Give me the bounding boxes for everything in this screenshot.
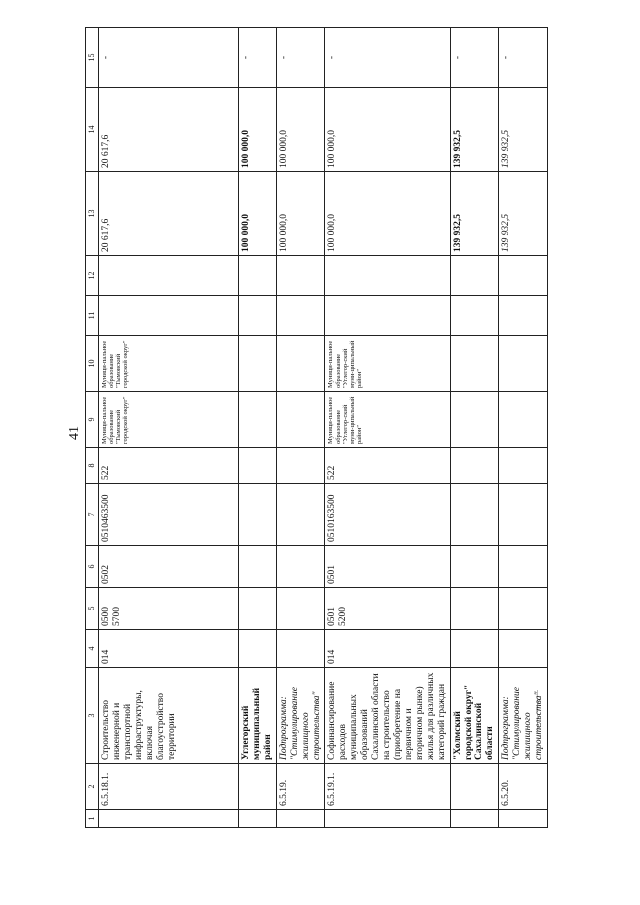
col-header: 13 [86,172,99,256]
cell: 139 932,5 [450,88,499,172]
col-header: 3 [86,668,99,764]
item-number [450,764,499,810]
cell: - [276,28,325,88]
col-header: 7 [86,484,99,546]
cell: 522 [99,448,239,484]
cell [99,296,239,336]
cell: Муници-пальное образование "Тымовский городской округ" [99,392,239,448]
col-header: 6 [86,546,99,588]
table-row [450,28,499,828]
col-header: 1 [86,810,99,828]
col-header: 4 [86,630,99,668]
cell: 139 932,5 [499,172,548,256]
cell: 0510163500 [325,484,450,546]
cell: 0502 [99,546,239,588]
item-name: Софинансирование расходов муниципальных образований Сахалинской области на строительство (приобретение на первичном и вторичном рынке) жилья для различных категорий граждан [325,668,450,764]
cell: 139 932,5 [450,172,499,256]
cell: 139 932,5 [499,88,548,172]
cell: Муници-пальное образование "Тымовский городской округ" [99,336,239,392]
col-header: 2 [86,764,99,810]
item-number: 6.5.19. [276,764,325,810]
item-number: 6.5.18.1. [99,764,239,810]
cell: 0510463500 [99,484,239,546]
cell: - [499,28,548,88]
cell: Муници-пальное образование "Углегор-ский муни-ципальный район" [325,392,450,448]
col-header: 14 [86,88,99,172]
cell: Муници-пальное образование "Углегор-ский муни-ципальный район" [325,336,450,392]
cell: 100 000,0 [325,88,450,172]
table-row [239,28,277,828]
cell: 014 [325,630,450,668]
table-row [325,28,450,828]
table-row [499,28,548,828]
cell: - [239,28,277,88]
item-number: 6.5.20. [499,764,548,810]
cell: 522 [325,448,450,484]
cell: 0501 [325,546,450,588]
header-row [86,28,99,828]
cell [99,256,239,296]
cell: - [325,28,450,88]
cell: 014 [99,630,239,668]
document-sheet [85,28,545,828]
col-header: 9 [86,392,99,448]
cell: - [450,28,499,88]
col-header: 11 [86,296,99,336]
cell: 100 000,0 [239,88,277,172]
cell: 100 000,0 [276,172,325,256]
col-header: 15 [86,28,99,88]
page-number: 41 [67,426,82,440]
col-header: 12 [86,256,99,296]
cell: 100 000,0 [276,88,325,172]
item-number: 6.5.19.1. [325,764,450,810]
item-name: Подпрограмма: "Стимулирование жилищного строительства" [276,668,325,764]
item-number [239,764,277,810]
item-name: Подпрограмма: "Стимулирование жилищного строительства" [499,668,548,764]
cell: 0501 5200 [325,588,450,630]
col-header: 8 [86,448,99,484]
cell: 100 000,0 [325,172,450,256]
table-row [99,28,239,828]
item-name: Углегорский муниципальный район [239,668,277,764]
cell: 20 617,6 [99,172,239,256]
cell: - [99,28,239,88]
cell: 20 617,6 [99,88,239,172]
item-name: Строительство инженерной и транспортной инфраструктуры, включая благоустройство территории [99,668,239,764]
cell: 100 000,0 [239,172,277,256]
col-header: 10 [86,336,99,392]
cell: 0500 5700 [99,588,239,630]
table-row [276,28,325,828]
budget-table [85,27,548,828]
item-name: "Холмский городской округ" Сахалинской области [450,668,499,764]
col-header: 5 [86,588,99,630]
